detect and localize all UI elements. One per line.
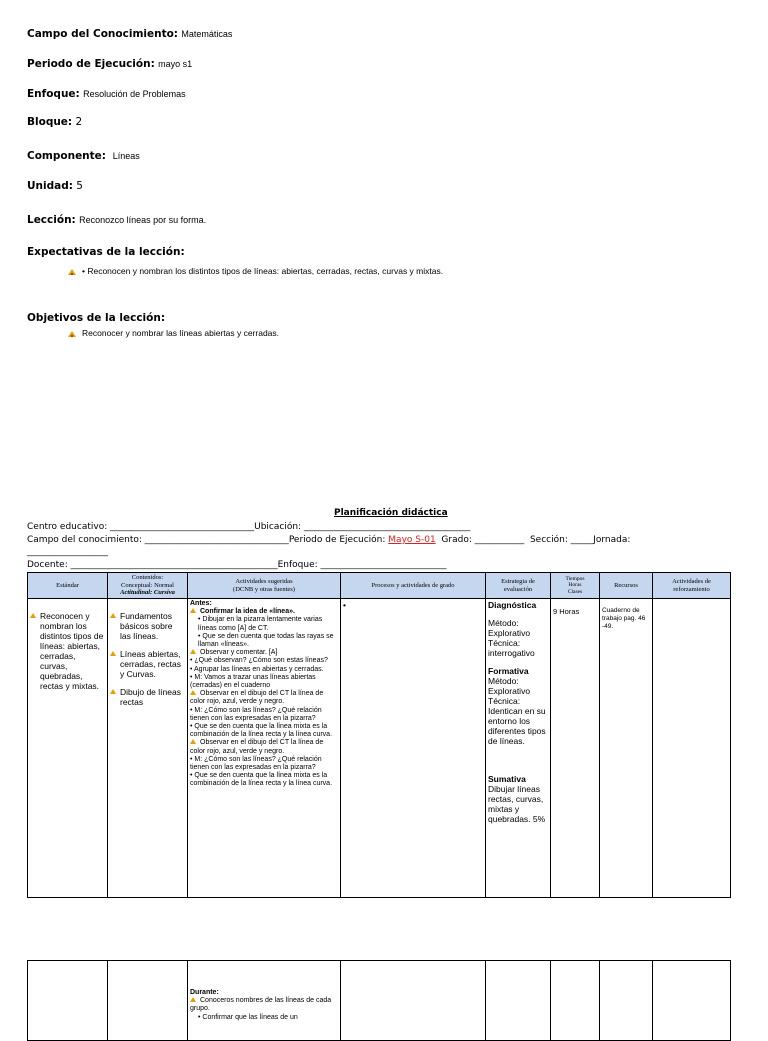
- leccion-label: Lección:: [27, 214, 76, 226]
- bullet-triangle-icon: [190, 608, 196, 613]
- bullet-triangle-icon: [30, 613, 36, 618]
- expectativas-heading: Expectativas de la lección:: [27, 246, 185, 258]
- centro-educativo-line: Centro educativo: ________________________________Ubicación: _____________________________________: [27, 522, 471, 532]
- bullet-triangle-icon: [68, 331, 76, 337]
- table-header-row: [28, 573, 731, 599]
- procesos-cell: •: [341, 599, 486, 898]
- col-procesos: Procesos y actividades de grado: [341, 573, 486, 599]
- unidad-value: 5: [76, 180, 83, 192]
- col-estandar: Estándar: [28, 573, 108, 599]
- col-contenidos: Contenidos: Conceptual: Normal Actitudinal: Cursiva: [108, 573, 188, 599]
- bullet-triangle-icon: [190, 997, 196, 1002]
- periodo-label: Periodo de Ejecución:: [27, 58, 155, 70]
- objetivos-item: Reconocer y nombrar las líneas abiertas y cerradas.: [68, 328, 279, 338]
- bloque-line: [27, 116, 82, 128]
- campo-label: Campo del Conocimiento:: [27, 28, 179, 40]
- leccion-line: [27, 214, 206, 226]
- blank-line: __________________: [27, 547, 108, 557]
- enfoque-line: [27, 88, 186, 100]
- campo-periodo-line: Campo del conocimiento: ________________________________Periodo de Ejecución: Mayo S-01 Grado: ___________ Sección: _____Jornada:: [27, 535, 631, 545]
- contenidos-cell: Fundamentos básicos sobre las líneas. Líneas abiertas, cerradas, rectas y Curvas. Dibujo de líneas rectas: [108, 599, 188, 898]
- planning-table-continued: [27, 960, 731, 1041]
- table-row: [28, 961, 731, 1041]
- bullet-triangle-icon: [68, 269, 76, 275]
- tiempo-cell: 9 Horas: [551, 599, 600, 898]
- bullet-triangle-icon: [190, 739, 196, 744]
- actividades-cell: Antes: Confirmar la idea de «línea». • Dibujar en la pizarra lentamente varias líneas como [A] de CT. • Que se den cuenta que todas las rayas se llaman «líneas». Observar y comentar. [A] • ¿Qué observan? ¿Cómo son estas líneas? • Agrupar las líneas en abiertas y cerradas. • M: Vamos a trazar unas líneas abiertas (cerradas) en el cuaderno Observar en el dibujo del CT la línea de color rojo, azul, verde y negro. • M: ¿Cómo son las líneas? ¿Qué relación tienen con las expresadas en la pizarra? • Que se den cuenta que la línea mixta es la combinación de la línea recta y la línea curva. Observar en el dibujo del CT la línea de color rojo, azul, verde y negro. • M: ¿Cómo son las líneas? ¿Qué relación tienen con las expresadas en la pizarra? • Que se den cuenta que la línea mixta es la combinación de la línea recta y la línea curva.: [188, 599, 341, 898]
- bullet-triangle-icon: [190, 690, 196, 695]
- bullet-triangle-icon: [110, 689, 116, 694]
- periodo-line: [27, 58, 192, 70]
- enfoque-value: Resolución de Problemas: [83, 89, 186, 99]
- periodo-highlight: Mayo S-01: [388, 535, 436, 545]
- bullet-triangle-icon: [110, 613, 116, 618]
- recursos-cell: Cuaderno de trabajo pag. 46 -49.: [600, 599, 653, 898]
- table-row: [28, 599, 731, 898]
- col-recursos: Recursos: [600, 573, 653, 599]
- periodo-value: mayo s1: [158, 59, 193, 69]
- planning-table: [27, 572, 731, 898]
- campo-line: [27, 28, 232, 40]
- componente-line: [27, 150, 140, 162]
- estandar-cell: Reconocen y nombran los distintos tipos de líneas: abiertas, cerradas, curvas, quebradas, rectas y mixtas.: [28, 599, 108, 898]
- bloque-label: Bloque:: [27, 116, 73, 128]
- plan-title: Planificación didáctica: [334, 508, 448, 518]
- expectativas-item: • Reconocen y nombran los distintos tipos de líneas: abiertas, cerradas, rectas, curvas y mixtas.: [68, 266, 443, 276]
- unidad-label: Unidad:: [27, 180, 73, 192]
- col-estrategia: Estrategia de evaluación: [486, 573, 551, 599]
- col-actividades: Actividades sugeridas (DCNB y otras fuentes): [188, 573, 341, 599]
- campo-value: Matemáticas: [181, 29, 233, 39]
- bullet-triangle-icon: [190, 649, 196, 654]
- objetivos-heading: Objetivos de la lección:: [27, 312, 166, 324]
- col-tiempos: Tiempos Horas Clases: [551, 573, 600, 599]
- unidad-line: [27, 180, 83, 192]
- col-refuerzo: Actividades de reforzamiento: [653, 573, 731, 599]
- bloque-value: 2: [75, 116, 83, 128]
- refuerzo-cell: [653, 599, 731, 898]
- estrategia-cell: Diagnóstica Método: Explorativo Técnica: interrogativo Formativa Método: Explorativo Técnica: Identican en su entorno los diferentes tipos de líneas. Sumativa Dibujar líneas rectas, curvas, mixtas y quebradas. 5%: [486, 599, 551, 898]
- enfoque-label: Enfoque:: [27, 88, 80, 100]
- durante-cell: Durante: Conoceros nombres de las líneas de cada grupo. • Confirmar que las líneas de un: [188, 961, 341, 1041]
- bullet-triangle-icon: [110, 651, 116, 656]
- componente-label: Componente:: [27, 150, 107, 162]
- leccion-value: Reconozco líneas por su forma.: [79, 215, 207, 225]
- componente-value: Líneas: [112, 151, 140, 161]
- docente-line: Docente: ______________________________________________Enfoque: ____________________________: [27, 560, 447, 570]
